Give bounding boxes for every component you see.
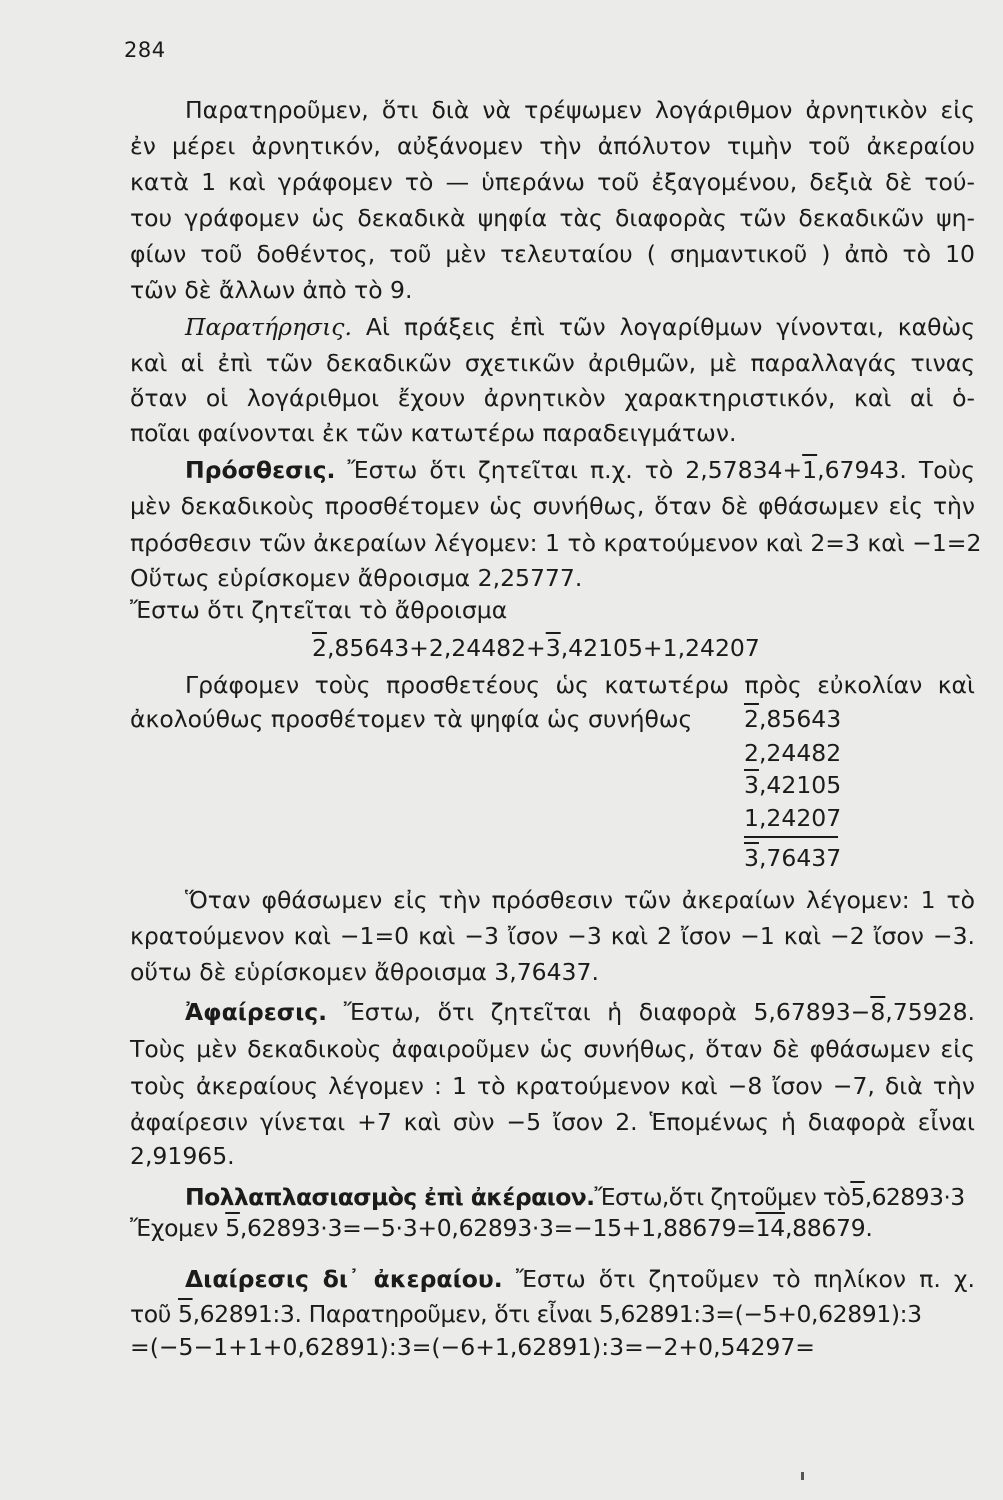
text-span: ,85643+2,24482+ xyxy=(326,634,546,662)
ink-mark xyxy=(801,1472,804,1480)
multiplication-first-line xyxy=(185,1182,975,1212)
negative-characteristic: 3 xyxy=(545,634,561,662)
text-line: Τοὺς μὲν δεκαδικοὺς ἀφαιροῦμεν ὡς συνήθως, ὅταν δὲ φθάσωμεν εἰς xyxy=(130,1035,975,1063)
text-line: Παρατηροῦμεν, ὅτι διὰ νὰ τρέψωμεν λογάριθμον ἀρνητικὸν εἰς xyxy=(185,96,975,124)
text-line: =(−5−1+1+0,62891):3=(−6+1,62891):3=−2+0,54297= xyxy=(130,1333,815,1361)
text-line: φίων τοῦ δοθέντος, τοῦ μὲν τελευταίου ( σημαντικοῦ ) ἀπὸ τὸ 10 xyxy=(130,240,975,268)
text-span: Ἔστω ὅτι ζητεῖται π.χ. τὸ 2,57834+ xyxy=(347,456,803,484)
sum-rule xyxy=(744,836,838,838)
negative-characteristic: 3 xyxy=(744,771,759,799)
negative-characteristic: 1 xyxy=(802,456,818,484)
text-line: τῶν δὲ ἄλλων ἀπὸ τὸ 9. xyxy=(130,276,413,304)
remark-first-line xyxy=(185,312,975,342)
text-line: μὲν δεκαδικοὺς προσθέτομεν ὡς συνήθως, ὅταν δὲ φθάσωμεν εἰς τὴν xyxy=(130,492,975,520)
division-second-line xyxy=(130,1299,975,1329)
text-span: Ἔστω, ὅτι ζητεῖται ἡ διαφορὰ 5,67893− xyxy=(343,998,871,1026)
text-line: πρόσθεσιν τῶν ἀκεραίων λέγομεν: 1 τὸ κρατούμενον καὶ 2=3 καὶ −1=2 xyxy=(130,529,982,557)
text-line: Γράφομεν τοὺς προσθετέους ὡς κατωτέρω πρὸς εὐκολίαν καὶ xyxy=(185,671,975,699)
text-line: 2,91965. xyxy=(130,1142,235,1170)
text-line: κατὰ 1 καὶ γράφομεν τὸ — ὑπεράνω τοῦ ἐξαγομένου, δεξιὰ δὲ τού- xyxy=(130,168,975,196)
text-line: ἀφαίρεσιν γίνεται +7 καὶ σὺν −5 ἴσον 2. Ἑπομένως ἡ διαφορὰ εἶναι xyxy=(130,1108,975,1136)
sum-row xyxy=(744,704,844,734)
subtraction-heading: Ἀφαίρεσις. xyxy=(185,998,328,1026)
text-line: κρατούμενον καὶ −1=0 καὶ −3 ἴσον −3 καὶ 2 ἴσον −1 καὶ −2 ἴσον −3. xyxy=(130,922,975,950)
multiplication-heading: Πολλαπλασιασμὸς ἐπὶ ἀκέραιον. xyxy=(185,1183,595,1211)
text-line: τοὺς ἀκεραίους λέγομεν : 1 τὸ κρατούμενον καὶ −8 ἴσον −7, διὰ τὴν xyxy=(130,1072,975,1100)
addition-first-line xyxy=(185,455,975,485)
text-span: 2,24482 xyxy=(744,739,842,767)
remark-text: Αἱ πράξεις ἐπὶ τῶν λογαρίθμων γίνονται, καθὼς xyxy=(365,313,975,341)
text-line: ποῖαι φαίνονται ἐκ τῶν κατωτέρω παραδειγμάτων. xyxy=(130,419,737,447)
text-span: ,42105 xyxy=(758,771,842,799)
negative-characteristic: 8 xyxy=(870,998,886,1026)
remark-heading: Παρατήρησις. xyxy=(185,313,352,341)
addition-heading: Πρόσθεσις. xyxy=(185,456,336,484)
negative-characteristic: 5 xyxy=(850,1183,865,1211)
text-span: ,76437 xyxy=(758,844,842,872)
text-span: ,75928. xyxy=(885,998,975,1026)
text-span: ,42105+1,24207 xyxy=(560,634,760,662)
text-line: καὶ αἱ ἐπὶ τῶν δεκαδικῶν σχετικῶν ἀριθμῶν, μὲ παραλλαγάς τινας xyxy=(130,349,975,377)
text-span: ,85643 xyxy=(758,705,842,733)
text-line: ὅταν οἱ λογάριθμοι ἔχουν ἀρνητικὸν χαρακτηριστικόν, καὶ αἱ ὁ- xyxy=(130,384,975,412)
negative-characteristic: 14 xyxy=(755,1214,785,1242)
division-heading: Διαίρεσις δι᾽ ἀκεραίου. xyxy=(185,1265,503,1293)
division-first-line xyxy=(185,1264,975,1294)
sum-row xyxy=(744,803,844,833)
text-line: Οὕτως εὑρίσκομεν ἄθροισμα 2,25777. xyxy=(130,564,583,592)
sum-row xyxy=(744,770,844,800)
sum-result xyxy=(744,843,844,873)
text-span: 1,24207 xyxy=(744,804,842,832)
multiplication-second-line xyxy=(130,1213,975,1243)
page-number: 284 xyxy=(124,38,166,62)
subtraction-first-line xyxy=(185,997,975,1027)
negative-characteristic: 5 xyxy=(225,1214,240,1242)
text-span: ,62893·3 xyxy=(864,1183,965,1211)
text-line: Ὅταν φθάσωμεν εἰς τὴν πρόσθεσιν τῶν ἀκεραίων λέγομεν: 1 τὸ xyxy=(185,886,975,914)
text-span: ,62891:3. Παρατηροῦμεν, ὅτι εἶναι 5,62891:3=(−5+0,62891):3 xyxy=(192,1300,922,1328)
text-span: Ἔστω ὅτι ζητοῦμεν τὸ πηλίκον π. χ. xyxy=(515,1265,975,1293)
text-line: του γράφομεν ὡς δεκαδικὰ ψηφία τὰς διαφορὰς τῶν δεκαδικῶν ψη- xyxy=(130,204,975,232)
negative-characteristic: 3 xyxy=(744,844,759,872)
text-span: Ἔχομεν xyxy=(130,1214,226,1242)
sum-row xyxy=(744,738,844,768)
text-line: ἀκολούθως προσθέτομεν τὰ ψηφία ὡς συνήθως xyxy=(130,705,693,733)
text-span: Ἔστω,ὅτι ζητοῦμεν τὸ xyxy=(594,1183,851,1211)
sum-expression xyxy=(312,633,812,663)
text-span: τοῦ xyxy=(130,1300,178,1328)
negative-characteristic: 2 xyxy=(744,705,759,733)
text-line: ἐν μέρει ἀρνητικόν, αὐξάνομεν τὴν ἀπόλυτον τιμὴν τοῦ ἀκεραίου xyxy=(130,132,975,160)
text-line: οὕτω δὲ εὑρίσκομεν ἄθροισμα 3,76437. xyxy=(130,958,599,986)
text-line: Ἔστω ὅτι ζητεῖται τὸ ἄθροισμα xyxy=(130,596,508,624)
text-span: ,88679. xyxy=(784,1214,873,1242)
negative-characteristic: 2 xyxy=(312,634,327,662)
text-span: ,67943. Τοὺς xyxy=(817,456,975,484)
text-span: ,62893·3=−5·3+0,62893·3=−15+1,88679= xyxy=(239,1214,756,1242)
negative-characteristic: 5 xyxy=(178,1300,193,1328)
